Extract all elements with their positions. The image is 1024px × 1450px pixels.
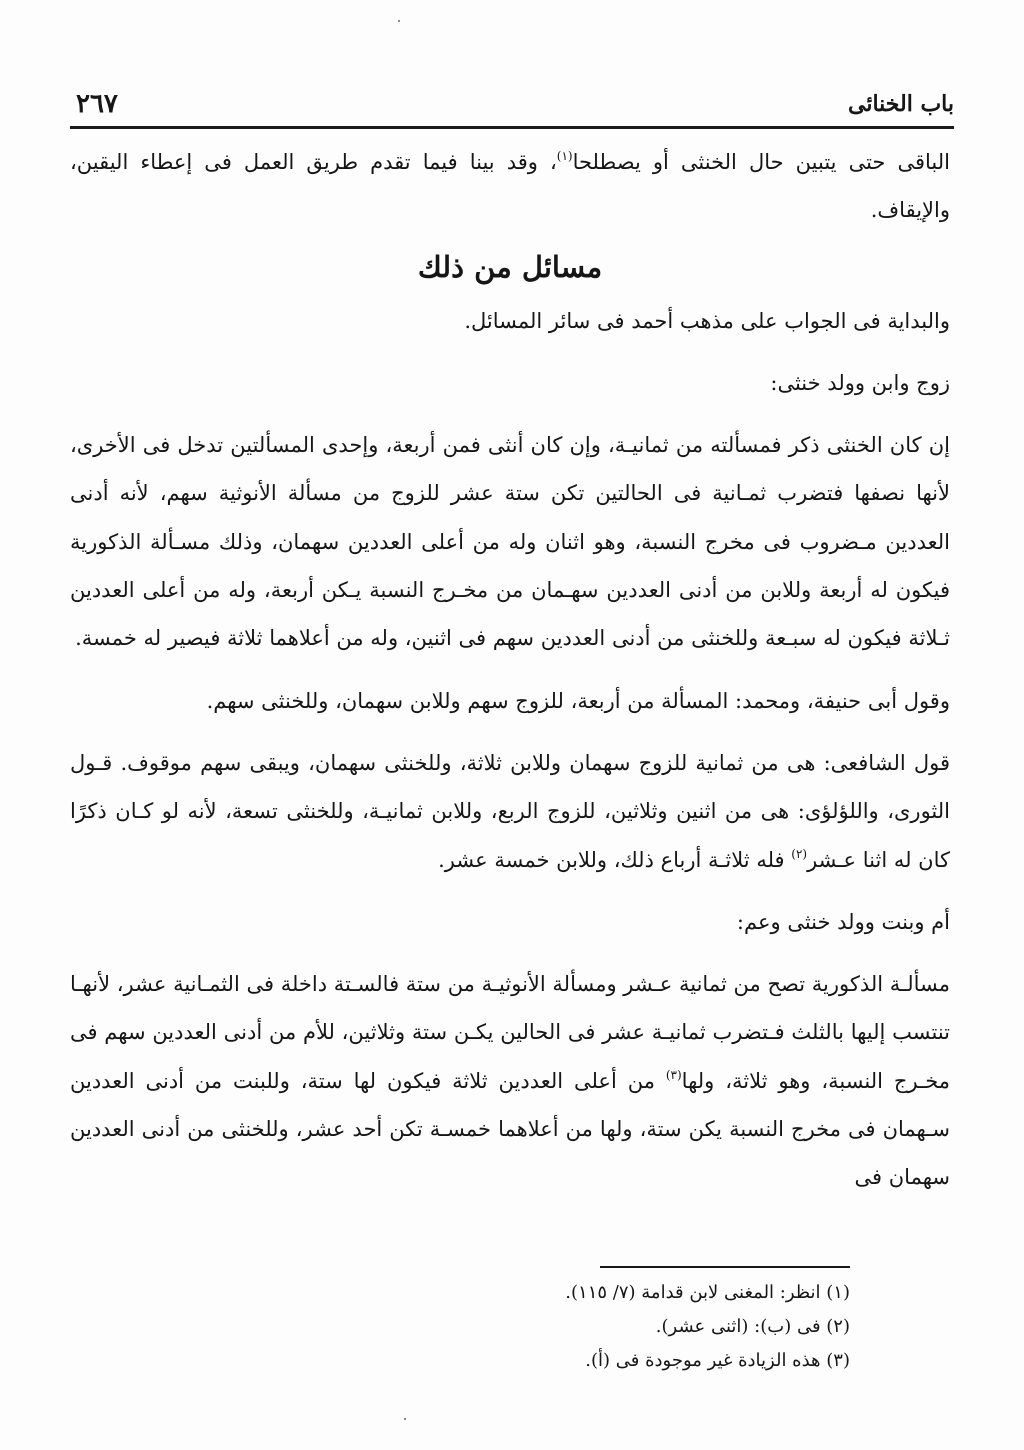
scan-speck <box>404 1418 406 1420</box>
paragraph-8-text-start: مسألـة الذكورية تصح من ثمانية عـشر ومسألة الأنوثيـة من ستة فالسـتة داخلة فى الثمـانية عشر، لأنهـا تنتسب إليها بالثلث فـتضرب ثمانيـة عشر فى الحالين يكـن ستة وثلاثين، للأم من أدنى العددين سهم فى مخـرج النسبة، وهو ثلاثة، ولها <box>70 972 950 1093</box>
paragraph-8-text-end: من أعلى العددين ثلاثة فيكون لها ستة، وللبنت من أدنى العددين سـهمان فى مخرج النسبة يكن ستة، ولها من أعلاهما خمسـة تكن أحد عشر، وللخنثى من أدنى العددين سهمان فى <box>70 1068 950 1190</box>
paragraph-6-text-start: قول الشافعى: هى من ثمانية للزوج سهمان وللابن ثلاثة، وللخنثى سهمان، ويبقى سهم موقوف. قـول الثورى، واللؤلؤى: هى من اثنين وثلاثين، للزوج الربع، وللابن ثمانيـة، وللخنثى تسعة، لأنه لو كـان ذكرًا كان له اثنا عـشر <box>70 750 950 872</box>
paragraph-1-text-start: الباقى حتى يتبين حال الخنثى أو يصطلحا <box>572 150 950 174</box>
paragraph-4: إن كان الخنثى ذكر فمسألته من ثمانيـة، وإن كان أنثى فمن أربعة، وإحدى المسألتين تدخل فى الأخرى، لأنها نصفها فتضرب ثمـانية فى الحالتين تكن ستة عشر للزوج من مسألة الأنوثية سهم، لأنه أدنى العددين مـضروب فى مخرج النسبة، وهو اثنان وله من أعلى العددين سهمان، وذلك مسـألة الذكورية فيكون له أربعة وللابن من أدنى العددين سهـمان من مخـرج النسبة يـكن أربعة، وله من أعلى العددين ثـلاثة فيكون له سبـعة وللخنثى من أدنى العددين سهم فى اثنين، وله من أعلاهما ثلاثة فيصير له خمسة. <box>70 433 950 651</box>
page-header <box>70 86 954 126</box>
paragraph-6-text-end: فله ثلاثـة أرباع ذلك، وللابن خمسة عشر. <box>438 847 792 872</box>
page-number: ٢٦٧ <box>76 89 118 119</box>
paragraph-5: وقول أبى حنيفة، ومحمد: المسألة من أربعة، للزوج سهم وللابن سهمان، وللخنثى سهم. <box>206 688 950 713</box>
footnote-ref-1: (١) <box>556 149 573 163</box>
paragraph-1 <box>70 138 950 235</box>
paragraph-1-text-end: ، وقد بينا فيما تقدم طريق العمل فى إعطاء اليقين، والإيقاف. <box>70 150 950 223</box>
paragraph-8 <box>70 960 950 1201</box>
section-heading: مسائل من ذلك <box>417 249 603 284</box>
footnote-ref-2: (٢) <box>791 846 808 861</box>
main-text <box>70 138 950 1202</box>
paragraph-6 <box>70 739 950 884</box>
scan-speck <box>398 20 400 22</box>
footnote-2: (٢) فى (ب): (اثنى عشر). <box>655 1316 850 1337</box>
header-rule <box>70 126 954 129</box>
paragraph-7: أم وبنت وولد خنثى وعم: <box>736 909 950 934</box>
running-title: باب الخنائى <box>847 91 954 117</box>
footnote-1: (١) انظر: المغنى لابن قدامة (٧/ ١١٥). <box>565 1282 850 1303</box>
footnote-ref-3: (٣) <box>665 1067 682 1082</box>
paragraph-2: والبداية فى الجواب على مذهب أحمد فى سائر المسائل. <box>464 308 950 333</box>
paragraph-3: زوج وابن وولد خنثى: <box>770 370 950 395</box>
footnote-3: (٣) هذه الزيادة غير موجودة فى (أ). <box>585 1350 850 1371</box>
footnote-rule <box>600 1266 850 1268</box>
footnotes <box>70 1276 850 1378</box>
